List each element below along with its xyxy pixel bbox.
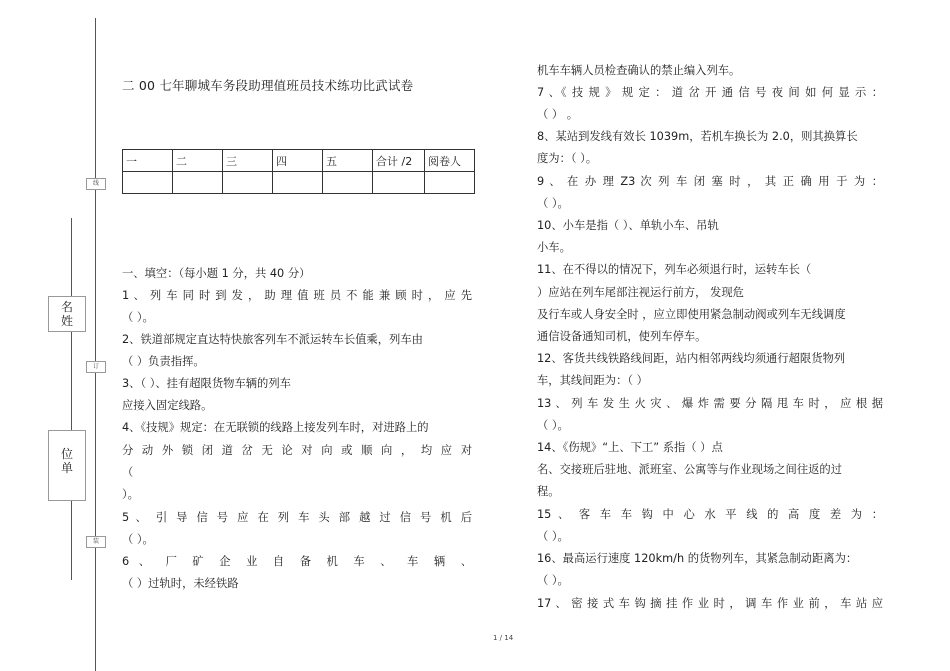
score-table-header-row (123, 150, 475, 172)
score-header-cell: 五 (323, 150, 373, 172)
margin-mark-bind: 订 (86, 361, 106, 373)
question-line: 14、《伤规》“上、下工” 系指（ ）点 (537, 441, 723, 454)
score-header-cell: 三 (223, 150, 273, 172)
answer-blank-line: （ ）负责指挥。 (122, 355, 205, 368)
binding-line (95, 18, 96, 671)
question-line: 6 、 厂 矿 企 业 自 备 机 车 、 车 辆 、 (122, 555, 472, 568)
question-line: 3、（ ）、挂有超限货物车辆的列车 (122, 377, 291, 390)
name-label: 名 姓 (48, 296, 86, 332)
name-field-line (71, 332, 72, 430)
question-line: 16、最高运行速度 120km/h 的货物列车，其紧急制动距离为： (537, 552, 858, 565)
score-input-cell[interactable] (223, 172, 273, 194)
question-line: 度为：（ ）。 (537, 152, 598, 165)
question-line: 4、《技规》规定：在无联锁的线路上接发列车时，对进路上的 (122, 421, 429, 434)
answer-blank-line: （ ）过轨时，未经铁路 (122, 577, 239, 590)
question-line: 17 、 密 接 式 车 钩 摘 挂 作 业 时 ， 调 车 作 业 前 ， 车 站 应 (537, 597, 883, 610)
score-header-cell: 一 (123, 150, 173, 172)
answer-blank-line: ）。 (122, 488, 139, 501)
question-line: 2、铁道部规定直达特快旅客列车不派运转车长值乘，列车由 (122, 333, 423, 346)
answer-blank-line: （ ）。 (537, 574, 569, 587)
score-header-cell: 四 (273, 150, 323, 172)
question-line: 13 、 列 车 发 生 火 灾 、 爆 炸 需 要 分 隔 甩 车 时 ， 应 根 据 (537, 397, 883, 410)
question-line: 12、客货共线铁路线间距，站内相邻两线均须通行超限货物列 (537, 352, 846, 365)
margin-mark-staple: 装 (86, 536, 106, 548)
score-table (122, 149, 475, 194)
question-line: 名、交接班后驻地、派班室、公寓等与作业现场之间往返的过 (537, 463, 843, 476)
question-line: 5 、 引 导 信 号 应 在 列 车 头 部 越 过 信 号 机 后 (122, 511, 472, 524)
answer-blank-line: （ ）。 (122, 533, 154, 546)
score-input-cell[interactable] (425, 172, 475, 194)
score-input-cell[interactable] (273, 172, 323, 194)
question-line: 15 、 客 车 车 钩 中 心 水 平 线 的 高 度 差 为 ： (537, 508, 883, 521)
score-input-cell[interactable] (373, 172, 425, 194)
score-header-cell: 阅卷人 (425, 150, 475, 172)
answer-blank-line: （ ）。 (537, 419, 569, 432)
name-field-line (71, 218, 72, 298)
question-line: 7 、《 技 规 》 规 定 ： 道 岔 开 通 信 号 夜 间 如 何 显 示 ： (537, 86, 883, 99)
score-table-input-row (123, 172, 475, 194)
answer-blank-line: 车，其线间距为：（ ） (537, 374, 648, 387)
question-line: 1 、 列 车 同 时 到 发 ， 助 理 值 班 员 不 能 兼 顾 时 ， 应 先 (122, 289, 472, 302)
question-line: 分 动 外 锁 闭 道 岔 无 论 对 向 或 顺 向 ， 均 应 对 (122, 444, 472, 457)
question-line: 小车。 (537, 241, 571, 254)
question-line: 9 、 在 办 理 Z3 次 列 车 闭 塞 时 ， 其 正 确 用 于 为 ： (537, 175, 883, 188)
question-line: 应接入固定线路。 (122, 399, 213, 412)
question-line: 8、某站到发线有效长 1039m，若机车换长为 2.0，则其换算长 (537, 130, 858, 143)
score-header-cell: 合计 /2 (373, 150, 425, 172)
question-line: 机车车辆人员检查确认的禁止编入列车。 (537, 64, 741, 77)
question-line: ）应站在列车尾部注视运行前方， 发现危 (537, 286, 744, 299)
section-heading: 一、填空：（每小题 1 分，共 40 分） (122, 267, 311, 280)
exam-title: 二 00 七年聊城车务段助理值班员技术练功比武试卷 (122, 78, 414, 93)
unit-label: 位 单 (48, 430, 86, 501)
answer-blank-line: （ ）。 (537, 197, 569, 210)
unit-field-line (71, 490, 72, 580)
score-input-cell[interactable] (123, 172, 173, 194)
answer-blank-line: （ (122, 466, 134, 479)
question-line: 10、小车是指（ ）、单轨小车、吊轨 (537, 219, 719, 232)
score-input-cell[interactable] (323, 172, 373, 194)
question-line: 及行车或人身安全时 ，应立即使用紧急制动阀或列车无线调度 (537, 308, 846, 321)
score-input-cell[interactable] (173, 172, 223, 194)
answer-blank-line: （ ） 。 (537, 108, 579, 121)
question-line: 11、在不得以的情况下，列车必须退行时，运转车长（ (537, 263, 812, 276)
answer-blank-line: （ ）。 (122, 311, 154, 324)
page-number: 1 / 14 (493, 634, 514, 642)
question-line: 通信设备通知司机，使列车停车。 (537, 330, 707, 343)
question-line: 程。 (537, 485, 560, 498)
score-header-cell: 二 (173, 150, 223, 172)
margin-mark-line: 线 (86, 178, 106, 190)
answer-blank-line: （ ）。 (537, 530, 569, 543)
